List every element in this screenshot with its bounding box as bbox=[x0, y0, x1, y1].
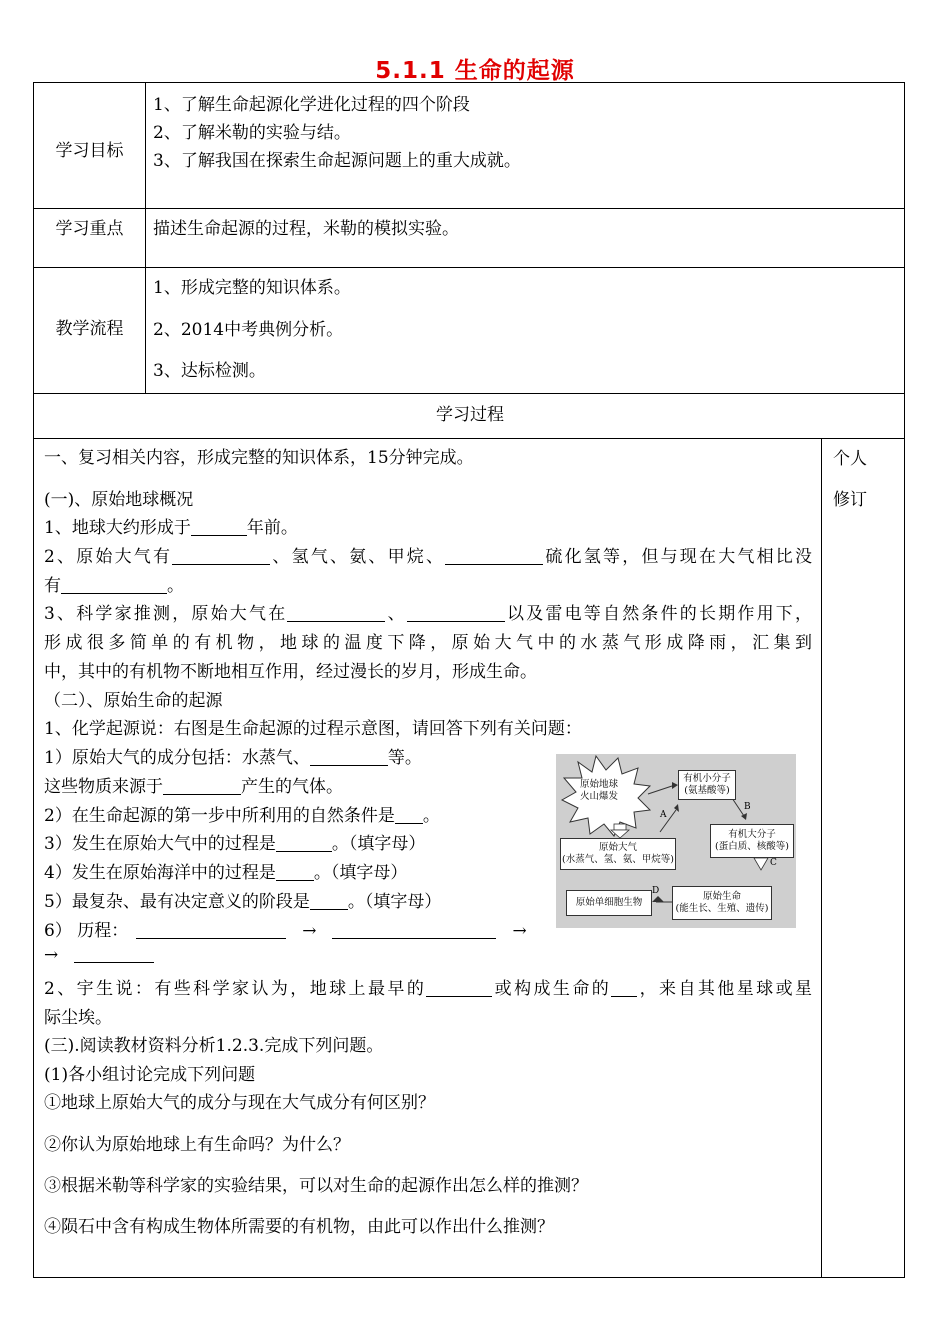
keypoint-text: 描述生命起源的过程，米勒的模拟实验。 bbox=[153, 219, 459, 239]
section-3-title: (三).阅读教材资料分析1.2.3.完成下列问题。 bbox=[44, 1036, 384, 1056]
answer-blank[interactable] bbox=[310, 892, 348, 910]
objective-3: 3、了解我国在探索生命起源问题上的重大成就。 bbox=[153, 151, 521, 171]
panspermia-line2: 际尘埃。 bbox=[44, 1008, 112, 1028]
page-title: 5.1.1 生命的起源 bbox=[375, 58, 575, 84]
sub-question-2: 2）在生命起源的第一步中所利用的自然条件是 。 bbox=[44, 806, 440, 826]
answer-blank[interactable] bbox=[611, 979, 637, 997]
sub-question-1: 1）原始大气的成分包括：水蒸气、 等。 bbox=[44, 748, 422, 768]
section-2-title: （二）、原始生命的起源 bbox=[44, 691, 223, 711]
answer-blank[interactable] bbox=[445, 547, 543, 565]
process-header: 学习过程 bbox=[436, 405, 504, 425]
answer-blank[interactable] bbox=[276, 834, 332, 852]
primitive-life-box: 原始生命 (能生长、生殖、遗传) bbox=[672, 886, 772, 920]
small-organic-molecules-box: 有机小分子 (氨基酸等) bbox=[678, 770, 736, 800]
discussion-q4: ④陨石中含有构成生物体所需要的有机物，由此可以作出什么推测？ bbox=[44, 1217, 554, 1237]
sub-question-3: 3）发生在原始大气中的过程是 。（填字母） bbox=[44, 834, 426, 854]
answer-blank[interactable] bbox=[191, 518, 247, 536]
answer-blank[interactable] bbox=[276, 863, 314, 881]
arrow-icon: → bbox=[512, 921, 527, 941]
primitive-atmosphere-box: 原始大气 (水蒸气、氢、氨、甲烷等) bbox=[560, 838, 676, 870]
arrow-icon: → bbox=[44, 945, 59, 965]
section-1-title: (一)、原始地球概况 bbox=[44, 490, 194, 510]
answer-blank[interactable] bbox=[407, 604, 505, 622]
panspermia-line1: 2、宇生说：有些科学家认为，地球上最早的 或构成生命的 ，来自其他星球或星 bbox=[44, 979, 812, 999]
answer-blank[interactable] bbox=[172, 547, 270, 565]
volcano-burst: 原始地球 火山爆发 bbox=[579, 779, 618, 802]
answer-blank[interactable] bbox=[426, 979, 492, 997]
objective-1: 1、了解生命起源化学进化过程的四个阶段 bbox=[153, 95, 470, 115]
discussion-q1: ①地球上原始大气的成分与现在大气成分有何区别？ bbox=[44, 1093, 435, 1113]
question-3-line3: 中，其中的有机物不断地相互作用，经过漫长的岁月，形成生命。 bbox=[44, 662, 537, 682]
answer-blank[interactable] bbox=[163, 777, 241, 795]
answer-blank[interactable] bbox=[61, 576, 167, 594]
single-cell-organism-box: 原始单细胞生物 bbox=[566, 890, 652, 916]
flow-3: 3、达标检测。 bbox=[153, 361, 266, 381]
label-a: A bbox=[660, 810, 667, 820]
answer-blank[interactable] bbox=[136, 921, 286, 939]
discussion-q3: ③根据米勒等科学家的实验结果，可以对生命的起源作出怎么样的推测？ bbox=[44, 1176, 588, 1196]
question-2-line2: 有 。 bbox=[44, 576, 184, 596]
side-note-2: 修订 bbox=[833, 490, 867, 510]
arrow-icon: → bbox=[302, 921, 317, 941]
chemical-origin-intro: 1、化学起源说：右图是生命起源的过程示意图，请回答下列有关问题： bbox=[44, 719, 582, 739]
sub-question-4: 4）发生在原始海洋中的过程是 。（填字母） bbox=[44, 863, 408, 883]
label-c: C bbox=[770, 858, 777, 868]
keypoint-label: 学习重点 bbox=[55, 219, 124, 239]
question-2-line1: 2、原始大气有 、氢气、氨、甲烷、 硫化氢等，但与现在大气相比没 bbox=[44, 547, 813, 567]
side-note-1: 个人 bbox=[833, 449, 867, 469]
discussion-q2: ②你认为原始地球上有生命吗？为什么？ bbox=[44, 1135, 350, 1155]
answer-blank[interactable] bbox=[287, 604, 385, 622]
sub-question-5: 5）最复杂、最有决定意义的阶段是 。（填字母） bbox=[44, 892, 442, 912]
section-3-sub: (1)各小组讨论完成下列问题 bbox=[44, 1065, 256, 1085]
flow-1: 1、形成完整的知识体系。 bbox=[153, 278, 351, 298]
label-d: D bbox=[652, 886, 660, 896]
origin-of-life-diagram bbox=[556, 754, 796, 928]
objectives-label: 学习目标 bbox=[55, 141, 124, 161]
sub-question-source: 这些物质来源于 产生的气体。 bbox=[44, 777, 343, 797]
sub-question-6: 6） 历程： → → bbox=[44, 921, 527, 941]
answer-blank[interactable] bbox=[332, 921, 496, 939]
objective-2: 2、了解米勒的实验与结。 bbox=[153, 123, 351, 143]
flow-label: 教学流程 bbox=[55, 319, 124, 339]
answer-blank[interactable] bbox=[395, 806, 423, 824]
intro: 一、复习相关内容，形成完整的知识体系，15分钟完成。 bbox=[44, 448, 474, 468]
question-1: 1、地球大约形成于 年前。 bbox=[44, 518, 298, 538]
answer-blank[interactable] bbox=[74, 945, 154, 963]
label-b: B bbox=[744, 802, 751, 812]
sub-question-6-cont bbox=[44, 945, 154, 965]
answer-blank[interactable] bbox=[310, 748, 388, 766]
flow-2: 2、2014中考典例分析。 bbox=[153, 320, 344, 340]
large-organic-molecules-box: 有机大分子 (蛋白质、核酸等) bbox=[710, 824, 794, 858]
question-3-line1: 3、科学家推测，原始大气在 、 以及雷电等自然条件的长期作用下， bbox=[44, 604, 812, 624]
question-3-line2: 形成很多简单的有机物，地球的温度下降，原始大气中的水蒸气形成降雨，汇集到 bbox=[44, 633, 812, 653]
